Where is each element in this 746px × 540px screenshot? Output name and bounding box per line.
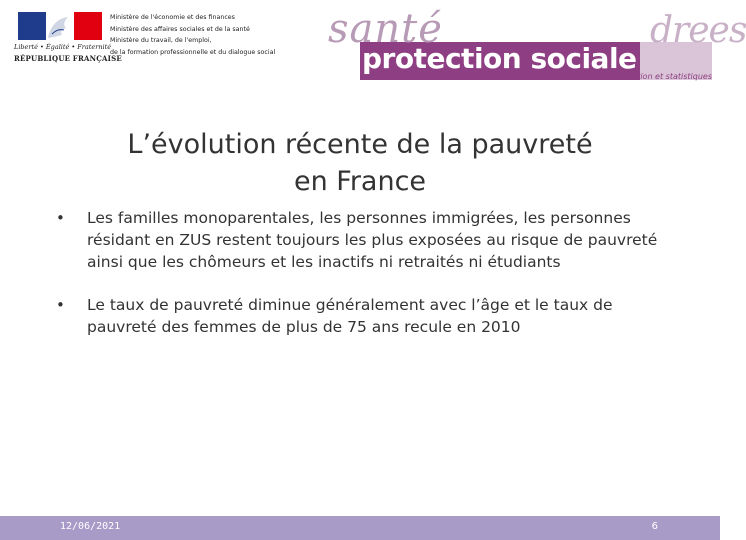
ministry-line: Ministère de l'économie et des finances bbox=[110, 14, 235, 21]
bullet-icon: • bbox=[56, 209, 65, 227]
sante-protection-sociale-banner bbox=[322, 6, 746, 88]
republic-motto: Liberté • Égalité • Fraternité bbox=[14, 43, 112, 51]
slide-header bbox=[0, 0, 746, 90]
banner-tagline: recherche, études, évaluation et statistiques bbox=[532, 72, 712, 81]
bullet-item bbox=[56, 294, 666, 338]
bullet-icon: • bbox=[56, 296, 65, 314]
banner-protection-sociale: protection sociale bbox=[362, 42, 637, 75]
page-number: 6 bbox=[651, 521, 658, 532]
ministry-line: de la formation professionnelle et du dialogue social bbox=[110, 48, 276, 56]
bullet-list bbox=[56, 207, 666, 359]
marianne-flag-icon bbox=[18, 12, 102, 40]
slide-title bbox=[60, 126, 660, 200]
slide-title-line: L’évolution récente de la pauvreté bbox=[127, 129, 593, 160]
drees-logo: drees bbox=[650, 10, 746, 51]
ministry-line: Ministère des affaires sociales et de la santé bbox=[110, 25, 250, 33]
bullet-text: Le taux de pauvreté diminue généralement avec l’âge et le taux de pauvreté des femmes de plus de 75 ans recule en 2010 bbox=[87, 296, 613, 336]
ministries-list bbox=[110, 12, 275, 58]
slide-title-line: en France bbox=[293, 166, 427, 197]
ministry-line: Ministère du travail, de l'emploi, bbox=[110, 37, 212, 44]
bullet-text: Les familles monoparentales, les personnes immigrées, les personnes résidant en ZUS restent toujours les plus exposées au risque de pauvreté ainsi que les chômeurs et les inactifs ni retraités ni étudiants bbox=[87, 209, 658, 271]
footer-date: 12/06/2021 bbox=[60, 521, 121, 532]
republique-francaise-logo bbox=[14, 12, 122, 68]
bullet-item bbox=[56, 207, 666, 273]
slide-footer bbox=[0, 516, 720, 540]
republic-name: RÉPUBLIQUE FRANÇAISE bbox=[14, 54, 122, 63]
banner-sante: santé bbox=[328, 6, 443, 52]
